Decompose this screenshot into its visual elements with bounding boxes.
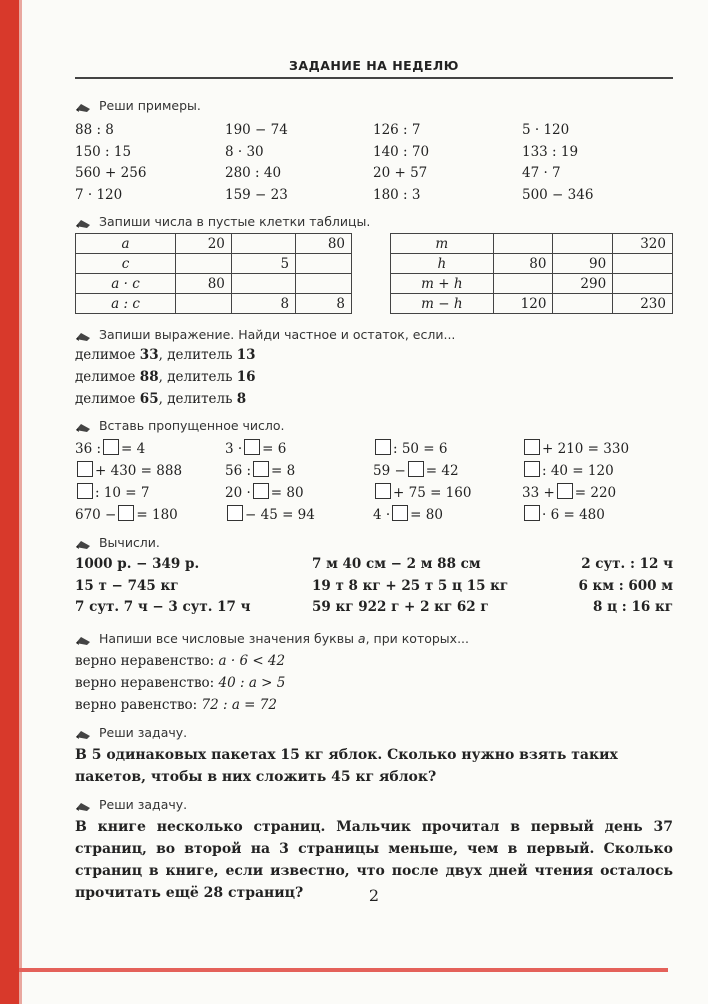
missing-number-equation: 36 : = 4 bbox=[75, 441, 146, 457]
bottom-border-line bbox=[19, 968, 668, 972]
compute-expression: 6 км : 600 м bbox=[578, 577, 673, 594]
table-header-cell: c bbox=[76, 254, 176, 274]
table-header-cell: a · c bbox=[76, 274, 176, 294]
pencil-icon bbox=[75, 728, 95, 740]
table-cell[interactable]: 80 bbox=[296, 234, 352, 254]
task4-row bbox=[75, 439, 675, 457]
table-header-cell: a bbox=[76, 234, 176, 254]
table-cell[interactable] bbox=[613, 274, 673, 294]
table-row bbox=[76, 294, 352, 314]
task4-heading bbox=[75, 418, 285, 433]
table-row bbox=[76, 234, 352, 254]
table-cell[interactable] bbox=[613, 254, 673, 274]
table-cell[interactable]: 20 bbox=[176, 234, 232, 254]
task5-row bbox=[75, 556, 675, 574]
table-cell[interactable] bbox=[493, 274, 553, 294]
table-row bbox=[391, 274, 673, 294]
table-cell[interactable]: 80 bbox=[176, 274, 232, 294]
answer-box[interactable] bbox=[557, 483, 573, 499]
missing-number-equation: 20 · = 80 bbox=[225, 485, 304, 501]
missing-number-equation: − 45 = 94 bbox=[225, 505, 315, 523]
task1-row bbox=[75, 165, 675, 183]
example-expression: 126 : 7 bbox=[373, 122, 421, 138]
table-cell[interactable] bbox=[231, 234, 295, 254]
missing-number-equation: 59 − = 42 bbox=[373, 463, 459, 479]
task4-row bbox=[75, 505, 675, 523]
answer-box[interactable] bbox=[524, 439, 540, 455]
answer-box[interactable] bbox=[118, 505, 134, 521]
table-cell[interactable] bbox=[296, 274, 352, 294]
table-cell[interactable]: 80 bbox=[493, 254, 553, 274]
table-row bbox=[391, 294, 673, 314]
compute-expression: 1000 р. − 349 р. bbox=[75, 556, 200, 572]
answer-box[interactable] bbox=[375, 483, 391, 499]
compute-expression: 7 м 40 см − 2 м 88 см bbox=[312, 556, 481, 572]
example-expression: 280 : 40 bbox=[225, 165, 282, 181]
task3-line: делимое 88, делитель 16 bbox=[75, 369, 256, 385]
table-cell[interactable] bbox=[296, 254, 352, 274]
task4-row bbox=[75, 483, 675, 501]
task1-row bbox=[75, 144, 675, 162]
task2-label: Запиши числа в пустые клетки таблицы. bbox=[98, 214, 371, 229]
task6-heading bbox=[75, 631, 469, 646]
answer-box[interactable] bbox=[408, 461, 424, 477]
pencil-icon bbox=[75, 101, 95, 113]
example-expression: 159 − 23 bbox=[225, 186, 288, 203]
task1-heading bbox=[75, 98, 201, 113]
pencil-icon bbox=[75, 634, 95, 646]
missing-number-equation: 33 + = 220 bbox=[522, 485, 617, 501]
missing-number-equation: 56 : = 8 bbox=[225, 463, 296, 479]
pencil-icon bbox=[75, 330, 95, 342]
task7-label: Реши задачу. bbox=[98, 725, 188, 740]
table-cell[interactable]: 230 bbox=[613, 294, 673, 314]
task8-text: В книге несколько страниц. Мальчик прочитал в первый день 37 страниц, во второй на 3 страницы меньше, чем в первый. Сколько страниц в книге, если известно, что после двух дней чтения осталось прочитать ещё 28 страниц? bbox=[75, 819, 673, 901]
pencil-icon bbox=[75, 538, 95, 550]
task6-line: верно равенство: 72 : a = 72 bbox=[75, 697, 277, 713]
table-row bbox=[76, 274, 352, 294]
task3-line: делимое 65, делитель 8 bbox=[75, 391, 247, 407]
answer-box[interactable] bbox=[244, 439, 260, 455]
table-cell[interactable]: 290 bbox=[553, 274, 613, 294]
missing-number-equation: · 6 = 480 bbox=[522, 505, 605, 523]
table-row bbox=[391, 234, 673, 254]
example-expression: 7 · 120 bbox=[75, 186, 123, 203]
task1-label: Реши примеры. bbox=[98, 98, 201, 113]
task6-label: Напиши все числовые значения буквы a, при которых... bbox=[98, 631, 469, 646]
task1-row bbox=[75, 187, 675, 205]
table-header-cell: m bbox=[391, 234, 494, 254]
table-cell[interactable] bbox=[176, 294, 232, 314]
table-cell[interactable]: 90 bbox=[553, 254, 613, 274]
table-cell[interactable] bbox=[553, 234, 613, 254]
pencil-icon bbox=[75, 421, 95, 433]
task4-label: Вставь пропущенное число. bbox=[98, 418, 285, 433]
compute-expression: 19 т 8 кг + 25 т 5 ц 15 кг bbox=[312, 577, 509, 594]
table-row bbox=[76, 254, 352, 274]
table-header-cell: m − h bbox=[391, 294, 494, 314]
task6-line: верно неравенство: 40 : a > 5 bbox=[75, 675, 286, 691]
task2-heading bbox=[75, 214, 370, 229]
example-expression: 500 − 346 bbox=[522, 186, 594, 203]
table-header-cell: m + h bbox=[391, 274, 494, 294]
answer-box[interactable] bbox=[103, 439, 119, 455]
example-expression: 88 : 8 bbox=[75, 122, 114, 138]
task5-label: Вычисли. bbox=[98, 535, 160, 550]
task7-heading bbox=[75, 725, 187, 740]
missing-number-equation: 670 − = 180 bbox=[75, 507, 178, 523]
task1-row bbox=[75, 122, 675, 140]
task3-line: делимое 33, делитель 13 bbox=[75, 347, 256, 363]
example-expression: 560 + 256 bbox=[75, 165, 147, 181]
task3-heading bbox=[75, 327, 455, 342]
table-cell[interactable] bbox=[176, 254, 232, 274]
example-expression: 150 : 15 bbox=[75, 143, 132, 160]
example-expression: 47 · 7 bbox=[522, 165, 561, 181]
example-expression: 8 · 30 bbox=[225, 143, 264, 160]
answer-box[interactable] bbox=[227, 505, 243, 521]
table-header-cell: h bbox=[391, 254, 494, 274]
task4-row bbox=[75, 461, 675, 479]
left-table bbox=[75, 233, 352, 314]
title-rule bbox=[75, 77, 673, 79]
example-expression: 5 · 120 bbox=[522, 122, 570, 138]
answer-box[interactable] bbox=[524, 461, 540, 477]
example-expression: 190 − 74 bbox=[225, 122, 288, 138]
answer-box[interactable] bbox=[524, 505, 540, 521]
task5-row bbox=[75, 578, 675, 596]
example-expression: 20 + 57 bbox=[373, 165, 428, 181]
task5-row bbox=[75, 599, 675, 617]
right-table bbox=[390, 233, 673, 314]
missing-number-equation: + 210 = 330 bbox=[522, 439, 629, 457]
table-cell[interactable] bbox=[493, 234, 553, 254]
table-cell[interactable]: 320 bbox=[613, 234, 673, 254]
task6-line: верно неравенство: a · 6 < 42 bbox=[75, 653, 286, 669]
task8-label: Реши задачу. bbox=[98, 797, 188, 812]
red-margin-bar bbox=[0, 0, 19, 1004]
missing-number-equation: + 430 = 888 bbox=[75, 461, 182, 479]
table-cell[interactable]: 8 bbox=[231, 294, 295, 314]
table-cell[interactable] bbox=[231, 274, 295, 294]
table-row bbox=[391, 254, 673, 274]
answer-box[interactable] bbox=[375, 439, 391, 455]
answer-box[interactable] bbox=[392, 505, 408, 521]
compute-expression: 15 т − 745 кг bbox=[75, 577, 179, 594]
table-cell[interactable]: 120 bbox=[493, 294, 553, 314]
pencil-icon bbox=[75, 800, 95, 812]
example-expression: 133 : 19 bbox=[522, 143, 579, 160]
task8-heading bbox=[75, 797, 187, 812]
answer-box[interactable] bbox=[253, 461, 269, 477]
compute-expression: 7 сут. 7 ч − 3 сут. 17 ч bbox=[75, 599, 251, 615]
task3-label: Запиши выражение. Найди частное и остаток, если... bbox=[98, 327, 456, 342]
pencil-icon bbox=[75, 217, 95, 229]
table-cell[interactable]: 5 bbox=[231, 254, 295, 274]
answer-box[interactable] bbox=[253, 483, 269, 499]
task5-heading bbox=[75, 535, 160, 550]
compute-expression: 59 кг 922 г + 2 кг 62 г bbox=[312, 599, 489, 615]
missing-number-equation: 3 · = 6 bbox=[225, 441, 287, 457]
compute-expression: 2 сут. : 12 ч bbox=[581, 556, 673, 572]
example-expression: 180 : 3 bbox=[373, 186, 421, 203]
missing-number-equation: : 50 = 6 bbox=[373, 439, 448, 457]
table-cell[interactable]: 8 bbox=[296, 294, 352, 314]
page-title: ЗАДАНИЕ НА НЕДЕЛЮ bbox=[289, 58, 459, 73]
answer-box[interactable] bbox=[77, 461, 93, 477]
missing-number-equation: : 40 = 120 bbox=[522, 461, 614, 479]
example-expression: 140 : 70 bbox=[373, 143, 430, 160]
table-cell[interactable] bbox=[553, 294, 613, 314]
page-number: 2 bbox=[368, 886, 380, 905]
table-header-cell: a : c bbox=[76, 294, 176, 314]
compute-expression: 8 ц : 16 кг bbox=[593, 599, 673, 615]
missing-number-equation: : 10 = 7 bbox=[75, 483, 150, 501]
answer-box[interactable] bbox=[77, 483, 93, 499]
task7-text: В 5 одинаковых пакетах 15 кг яблок. Сколько нужно взять таких пакетов, чтобы в них сложить 45 кг яблок? bbox=[75, 747, 618, 785]
missing-number-equation: + 75 = 160 bbox=[373, 483, 471, 501]
missing-number-equation: 4 · = 80 bbox=[373, 507, 443, 523]
